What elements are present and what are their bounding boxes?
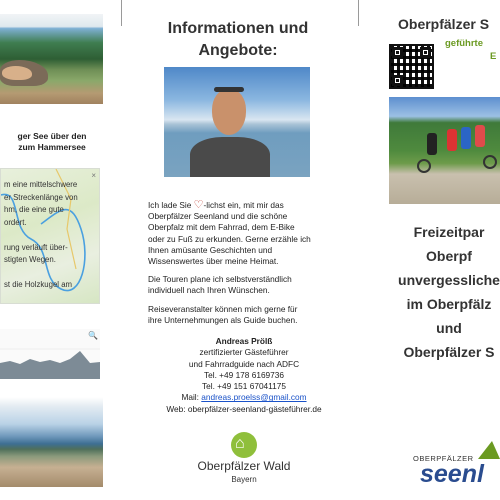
lake-photo-top bbox=[0, 14, 103, 104]
phone-2: Tel. +49 151 67041175 bbox=[201, 381, 287, 392]
email-link[interactable]: andreas.proelss@gmail.com bbox=[201, 392, 307, 403]
map-overlay-text: m eine mittelschwere er Streckenlänge von hm, die eine gute ordert. rung verläuft über- stigten Wegen. st die Holzkugel am bbox=[4, 180, 78, 289]
qr-code[interactable] bbox=[389, 44, 434, 89]
seenland-logo-mark bbox=[478, 441, 500, 459]
sculpture bbox=[2, 66, 32, 80]
page-title: Informationen und Angebote: bbox=[167, 20, 309, 59]
close-icon[interactable]: × bbox=[91, 171, 96, 180]
lake-photo-bottom bbox=[0, 397, 103, 487]
contact-name: Andreas Prölß bbox=[215, 336, 273, 346]
cyclists-photo bbox=[389, 97, 500, 204]
tour-paragraph: Die Touren plane ich selbstverständlich individuell nach Ihren Wünschen. bbox=[148, 274, 292, 296]
right-title: Oberpfälzer S bbox=[398, 16, 490, 32]
right-subtitle: geführte bbox=[445, 38, 483, 49]
phone-1: Tel. +49 178 6169736 bbox=[203, 369, 285, 380]
right-subtitle-2: E bbox=[490, 51, 497, 62]
intro-paragraph: Ich lade Sie ♡-lichst ein, mit mir das Oberpfälzer Seenland und die schöne Oberpfalz mit dem Fahrrad, dem E-Bike oder zu Fuß zu erkunden. Gerne erzähle ich Ihnen amüsante Geschichten und Wissenswertes über meine Heimat. bbox=[148, 199, 311, 267]
mail-row: Mail: andreas.proelss@gmail.com bbox=[181, 392, 307, 403]
seenland-logo: seenl bbox=[420, 460, 484, 488]
elevation-profile bbox=[0, 329, 100, 379]
left-route-title: ger See über den zum Hammersee bbox=[17, 131, 87, 152]
website[interactable]: Web: oberpfälzer-seenland-gästeführer.de bbox=[166, 403, 322, 414]
oberpfaelzer-wald-logo: Oberpfälzer Wald bbox=[197, 459, 291, 473]
info-text bbox=[148, 200, 342, 333]
heart-icon: ♡ bbox=[193, 199, 204, 211]
operator-paragraph: Reiseveranstalter können mich gerne für ihre Unternehmungen als Guide buchen. bbox=[148, 303, 298, 325]
elevation-chart bbox=[0, 329, 100, 379]
contact-block bbox=[140, 336, 348, 415]
logo-subtitle: Bayern bbox=[231, 475, 257, 484]
route-map[interactable] bbox=[0, 168, 100, 304]
fold-line bbox=[358, 0, 359, 26]
house-tree-icon: ⌂ bbox=[231, 432, 257, 458]
zoom-icon[interactable]: 🔍 bbox=[88, 331, 98, 340]
right-main-text: Freizeitpar Oberpf unvergessliche im Oberpfälz und Oberpfälzer S bbox=[398, 224, 500, 360]
contact-role: zertifizierter Gästeführer bbox=[199, 347, 289, 358]
contact-role: und Fahrradguide nach ADFC bbox=[188, 358, 300, 369]
guide-portrait bbox=[164, 67, 310, 177]
seenland-logo-small: OBERPFÄLZER bbox=[413, 454, 474, 463]
